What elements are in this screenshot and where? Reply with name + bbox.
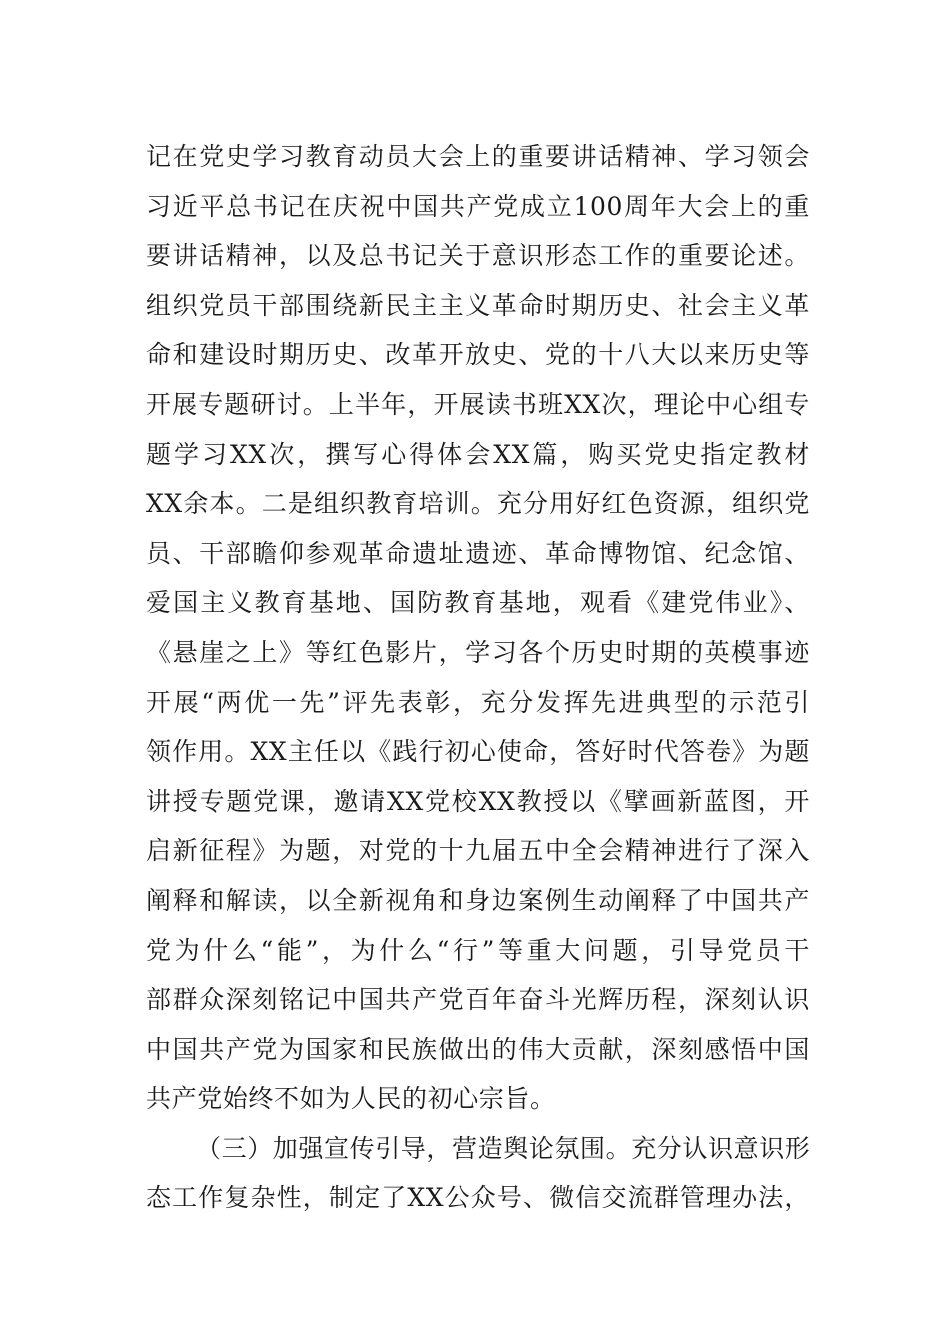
text-line: 要讲话精神，以及总书记关于意识形态工作的重要论述。 [146,241,810,271]
text-line: 记在党史学习教育动员大会上的重要讲话精神、学习领会 [146,142,810,171]
text-line: 命和建设时期历史、改革开放史、党的十八大以来历史等 [146,340,810,370]
text-line: 中国共产党为国家和民族做出的伟大贡献，深刻感悟中国 [146,1034,810,1064]
text-line: 题学习XX次，撰写心得体会XX篇，购买党史指定教材 [146,439,810,469]
text-line: 《悬崖之上》等红色影片，学习各个历史时期的英模事迹 [146,637,810,667]
text-line: 开展“两优一先”评先表彰，充分发挥先进典型的示范引 [146,687,810,717]
text-line: 部群众深刻铭记中国共产党百年奋斗光辉历程，深刻认识 [146,985,810,1015]
text-line: 爱国主义教育基地、国防教育基地，观看《建党伟业》、 [146,588,810,618]
text-line: 启新征程》为题，对党的十九届五中全会精神进行了深入 [146,836,810,866]
text-line: 阐释和解读，以全新视角和身边案例生动阐释了中国共产 [146,885,810,915]
text-line-last: 共产党始终不如为人民的初心宗旨。 [146,1084,556,1114]
text-line: 领作用。XX主任以《践行初心使命，答好时代答卷》为题 [146,737,810,767]
text-line: 习近平总书记在庆祝中国共产党成立100周年大会上的重 [146,191,810,221]
text-line: 开展专题研讨。上半年，开展读书班XX次，理论中心组专 [146,389,810,419]
text-line: 态工作复杂性，制定了XX公众号、微信交流群管理办法， [146,1183,810,1213]
text-line: 员、干部瞻仰参观革命遗址遗迹、革命博物馆、纪念馆、 [146,538,810,568]
text-line: 组织党员干部围绕新民主主义革命时期历史、社会主义革 [146,290,810,320]
text-line: 党为什么“能”，为什么“行”等重大问题，引导党员干 [146,935,810,965]
text-line: XX余本。二是组织教育培训。充分用好红色资源，组织党 [146,489,810,519]
document-body [146,132,810,1223]
text-line-indented: （三）加强宣传引导，营造舆论氛围。充分认识意识形 [196,1133,811,1163]
text-line: 讲授专题党课，邀请XX党校XX教授以《擘画新蓝图，开 [146,786,810,816]
